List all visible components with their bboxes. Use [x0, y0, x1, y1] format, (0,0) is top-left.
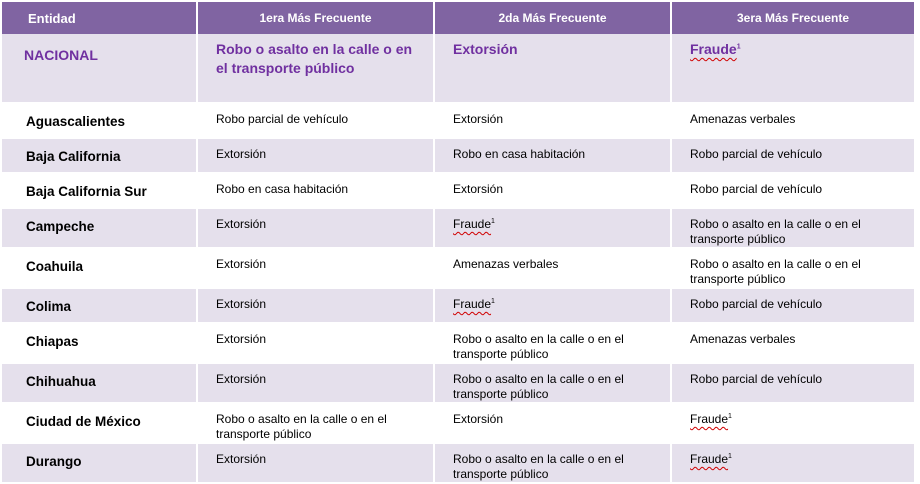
footnote-marker: 1 — [728, 413, 732, 420]
crime-cell — [198, 34, 435, 104]
table-row — [2, 364, 916, 404]
crime-text: Robo o asalto en la calle o en el transporte público — [216, 412, 387, 441]
crime-cell — [198, 444, 435, 484]
crime-text: Robo o asalto en la calle o en el transporte público — [453, 452, 624, 481]
crime-cell — [672, 34, 916, 104]
entidad-cell: NACIONAL — [2, 34, 198, 104]
crime-cell — [435, 209, 672, 249]
crime-text: Amenazas verbales — [690, 112, 796, 126]
entidad-cell: Baja California Sur — [2, 174, 198, 209]
crime-cell — [672, 209, 916, 249]
crime-text: Robo parcial de vehículo — [690, 297, 823, 311]
header-first: 1era Más Frecuente — [198, 2, 435, 34]
entidad-cell: Baja California — [2, 139, 198, 174]
crime-cell — [672, 139, 916, 174]
table-row — [2, 324, 916, 364]
footnote-marker: 1 — [491, 218, 495, 225]
crime-cell — [198, 104, 435, 139]
national-row — [2, 34, 916, 104]
crime-cell — [198, 364, 435, 404]
entidad-cell: Ciudad de México — [2, 404, 198, 444]
crime-cell — [435, 364, 672, 404]
header-entidad: Entidad — [2, 2, 198, 34]
crime-text: Robo o asalto en la calle o en el transporte público — [690, 217, 861, 246]
entidad-cell: Durango — [2, 444, 198, 484]
crime-text: Robo o asalto en la calle o en el transporte público — [690, 257, 861, 286]
crime-cell — [672, 174, 916, 209]
table-row — [2, 104, 916, 139]
crime-text: Extorsión — [453, 412, 504, 426]
entidad-cell: Chiapas — [2, 324, 198, 364]
crime-text: Fraude — [453, 217, 492, 231]
crime-cell — [198, 404, 435, 444]
footnote-marker: 1 — [491, 298, 495, 305]
crime-cell — [435, 139, 672, 174]
crime-text: Robo en casa habitación — [216, 182, 349, 196]
footnote-marker: 1 — [736, 43, 741, 51]
crime-cell — [198, 289, 435, 324]
footnote-marker: 1 — [728, 453, 732, 460]
crime-text: Extorsión — [216, 147, 267, 161]
table-row — [2, 209, 916, 249]
crime-cell — [435, 289, 672, 324]
crime-text: Fraude — [453, 297, 492, 311]
table-row — [2, 139, 916, 174]
crime-cell — [435, 174, 672, 209]
table-row — [2, 404, 916, 444]
crime-cell — [672, 289, 916, 324]
table-row — [2, 249, 916, 289]
crime-text: Robo en casa habitación — [453, 147, 586, 161]
table-row — [2, 174, 916, 209]
header-second: 2da Más Frecuente — [435, 2, 672, 34]
crime-text: Fraude — [690, 41, 737, 57]
entidad-cell: Colima — [2, 289, 198, 324]
crime-cell — [672, 249, 916, 289]
crime-cell — [672, 364, 916, 404]
crime-cell — [198, 139, 435, 174]
crime-cell — [435, 404, 672, 444]
table-row — [2, 289, 916, 324]
crime-text: Amenazas verbales — [690, 332, 796, 346]
crime-text: Robo parcial de vehículo — [690, 147, 823, 161]
crime-cell — [672, 104, 916, 139]
crime-text: Extorsión — [216, 217, 267, 231]
crime-frequency-table — [2, 2, 916, 484]
header-third: 3era Más Frecuente — [672, 2, 916, 34]
crime-text: Extorsión — [453, 112, 504, 126]
crime-text: Amenazas verbales — [453, 257, 559, 271]
crime-cell — [435, 104, 672, 139]
crime-text: Extorsión — [216, 332, 267, 346]
crime-text: Robo parcial de vehículo — [690, 372, 823, 386]
entidad-cell: Coahuila — [2, 249, 198, 289]
crime-text: Robo parcial de vehículo — [690, 182, 823, 196]
crime-cell — [198, 324, 435, 364]
crime-table-container — [2, 2, 916, 484]
crime-cell — [198, 209, 435, 249]
crime-cell — [672, 404, 916, 444]
crime-text: Extorsión — [216, 452, 267, 466]
table-row — [2, 444, 916, 484]
crime-cell — [435, 444, 672, 484]
crime-cell — [198, 249, 435, 289]
entidad-cell: Aguascalientes — [2, 104, 198, 139]
crime-text: Robo o asalto en la calle o en el transporte público — [216, 41, 413, 76]
crime-cell — [672, 444, 916, 484]
crime-cell — [435, 324, 672, 364]
entidad-cell: Chihuahua — [2, 364, 198, 404]
crime-cell — [672, 324, 916, 364]
crime-cell — [435, 34, 672, 104]
crime-text: Fraude — [690, 452, 729, 466]
crime-text: Extorsión — [453, 41, 518, 57]
crime-text: Extorsión — [453, 182, 504, 196]
crime-text: Extorsión — [216, 372, 267, 386]
crime-text: Extorsión — [216, 257, 267, 271]
entidad-cell: Campeche — [2, 209, 198, 249]
crime-text: Robo parcial de vehículo — [216, 112, 349, 126]
crime-cell — [435, 249, 672, 289]
crime-text: Robo o asalto en la calle o en el transporte público — [453, 372, 624, 401]
header-row — [2, 2, 916, 34]
crime-text: Robo o asalto en la calle o en el transporte público — [453, 332, 624, 361]
crime-text: Extorsión — [216, 297, 267, 311]
crime-cell — [198, 174, 435, 209]
crime-text: Fraude — [690, 412, 729, 426]
